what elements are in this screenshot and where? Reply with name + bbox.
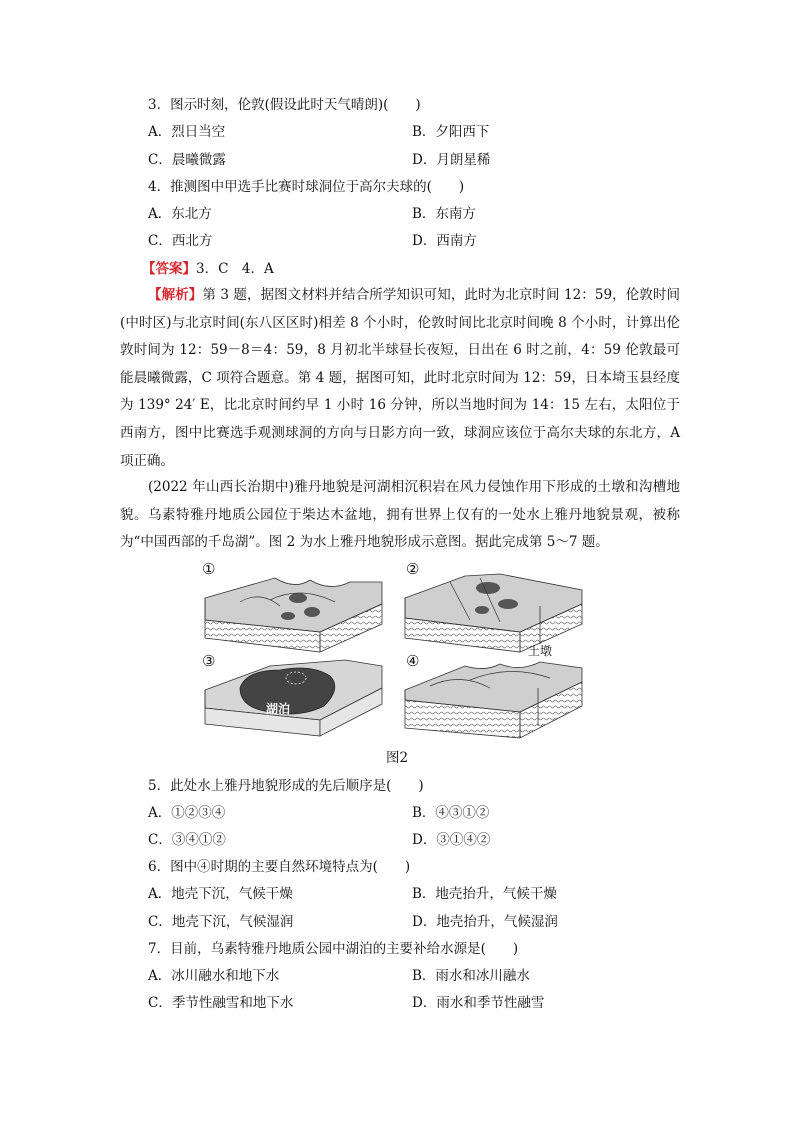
question-6-stem: 6．图中④时期的主要自然环境特点为( ) <box>148 859 411 875</box>
panel-3-label: ③ <box>202 652 216 670</box>
tudun-label: 土墩 <box>528 644 553 658</box>
panel-3-block <box>205 660 382 736</box>
analysis-text: 第 3 题，据图文材料并结合所学知识可知，此时为北京时间 12：59，伦敦时间(中时区)与北京时间(东八区区时)相差 8 个小时，伦敦时间比北京时间晚 8 个小时，计算出伦敦时间为 12：59－8＝4：59，8 月初北半球昼长夜短，日出在 6 时之前，4：59 伦敦最可能晨曦微露，C 项符合题意。第 4 题，据图可知，此时北京时间为 12：59，日本埼玉县经度为 139° 24′ E，比北京时间约早 1 小时 16 分钟，所以当地时间为 14：15 左右，太阳位于西南方，图中比赛选手观测球洞的方向与日影方向一致，球洞应该位于高尔夫球的东北方，A 项正确。 <box>120 287 681 469</box>
q5-option-a: A．①②③④ <box>148 805 226 821</box>
question-7-stem: 7．目前，乌素特雅丹地质公园中湖泊的主要补给水源是( ) <box>148 941 519 957</box>
answer-text: 3．C 4．A <box>196 261 274 277</box>
question-3-stem: 3．图示时刻，伦敦(假设此时天气晴朗)( ) <box>148 97 421 113</box>
q4-option-a: A．东北方 <box>148 206 212 222</box>
q4-option-b: B．东南方 <box>412 206 476 222</box>
panel-1-label: ① <box>202 560 216 578</box>
yardang-formation-figure <box>200 560 590 750</box>
q3-option-a: A．烈日当空 <box>148 124 226 140</box>
q7-option-b: B．雨水和冰川融水 <box>412 968 530 984</box>
panel-2-block <box>405 574 582 652</box>
q6-option-d: D．地壳抬升，气候湿润 <box>412 914 558 930</box>
question-4-stem: 4．推测图中甲选手比赛时球洞位于高尔夫球的( ) <box>148 179 465 195</box>
q3-option-c: C．晨曦微露 <box>148 152 226 168</box>
lake-label: 湖泊 <box>266 702 291 716</box>
material-paragraph: (2022 年山西长治期中)雅丹地貌是河湖相沉积岩在风力侵蚀作用下形成的土墩和沟槽地貌。乌素特雅丹地质公园位于柴达木盆地，拥有世界上仅有的一处水上雅丹地貌景观，被称为“中国西部的千岛湖”。图 2 为水上雅丹地貌形成示意图。据此完成第 5～7 题。 <box>120 479 680 551</box>
analysis-paragraph <box>120 282 680 475</box>
q7-option-a: A．冰川融水和地下水 <box>148 968 280 984</box>
q3-option-d: D．月朗星稀 <box>412 152 491 168</box>
q6-option-b: B．地壳抬升，气候干燥 <box>412 886 557 902</box>
q6-option-a: A．地壳下沉，气候干燥 <box>148 886 293 902</box>
q4-option-d: D．西南方 <box>412 233 477 249</box>
panel-1-block <box>205 578 382 652</box>
panel-4-label: ④ <box>406 652 420 670</box>
question-5-stem: 5．此处水上雅丹地貌形成的先后顺序是( ) <box>148 778 424 794</box>
q7-option-c: C．季节性融雪和地下水 <box>148 995 294 1011</box>
q7-option-d: D．雨水和季节性融雪 <box>412 995 545 1011</box>
answer-tag: 【答案】 <box>142 261 196 277</box>
q5-option-b: B．④③①② <box>412 805 490 821</box>
panel-2-label: ② <box>406 560 420 578</box>
q3-option-b: B．夕阳西下 <box>412 124 490 140</box>
q5-option-d: D．③①④② <box>412 832 491 848</box>
answer-line <box>142 259 274 279</box>
q4-option-c: C．西北方 <box>148 233 213 249</box>
q6-option-c: C．地壳下沉，气候湿润 <box>148 914 294 930</box>
q5-option-c: C．③④①② <box>148 832 226 848</box>
panel-4-block <box>405 662 582 738</box>
analysis-tag: 【解析】 <box>148 287 203 303</box>
figure-caption: 图2 <box>386 750 409 766</box>
